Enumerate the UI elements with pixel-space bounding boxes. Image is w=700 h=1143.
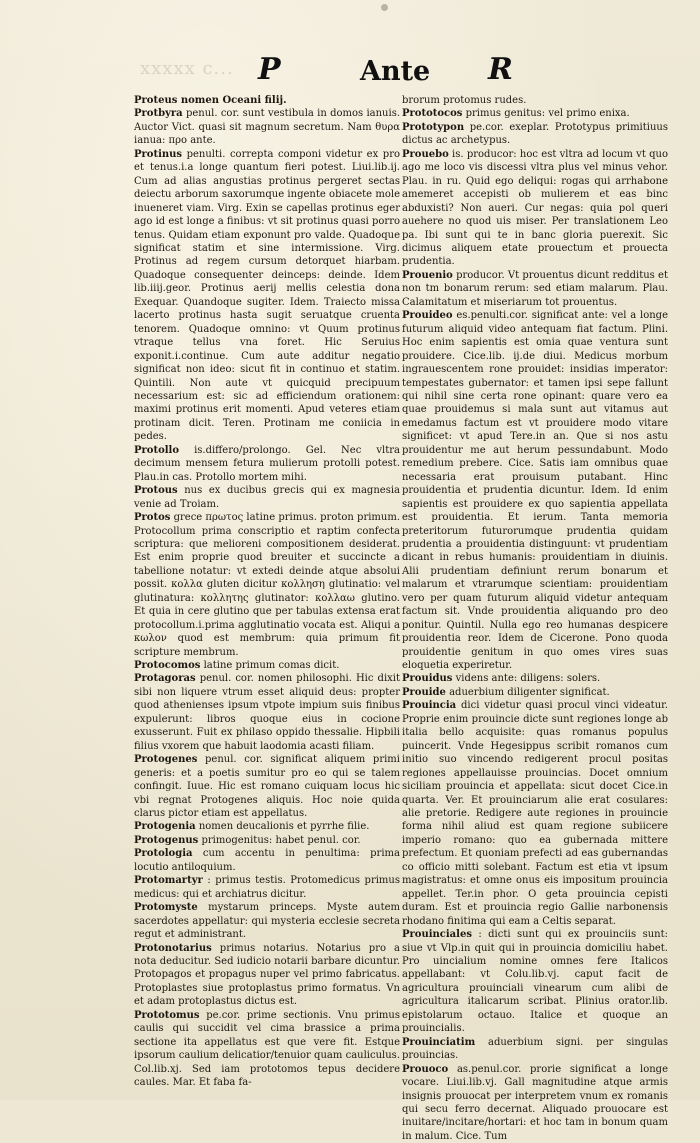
entry-headword: Prouoco	[402, 1063, 449, 1075]
entry-headword: Protous	[134, 485, 178, 497]
header-letter-right: R	[488, 52, 513, 87]
entry-definition: mystarum princeps. Myste autem sacerdotes appellatur: qui mysteria ecclesie secreta regut et administrant.	[134, 902, 400, 941]
dictionary-entry	[134, 511, 400, 659]
entry-headword: Protocomos	[134, 660, 201, 672]
dictionary-entry	[134, 1009, 400, 1090]
entry-definition: primus genitus: vel primo enixa.	[465, 108, 630, 120]
dictionary-entry	[134, 753, 400, 820]
entry-headword: Proteus nomen Oceani filij.	[134, 95, 287, 106]
dictionary-entry	[134, 444, 400, 484]
entry-definition: aduerbium signi. per singulas prouincias.	[402, 1036, 668, 1062]
entry-headword: Prouenio	[402, 269, 453, 281]
entry-definition: : primus testis. Protomedicus primus medicus: qui et archiatrus dicitur.	[134, 875, 400, 900]
entry-definition: videns ante: diligens: solers.	[455, 673, 601, 685]
entry-definition: : dicti sunt qui ex prouinciis sunt: siue vt Vlp.in quit qui in prouincia domiciliu habet. Pro uincialium nomine omnes fere Italicos appellabant: vt Colu.lib.vj. caput facit de agricultura prouinciali vinearum cum alibi de agricultura italicarum scribat. Plinius orator.lib. epistolarum octauo. Italice et quoque an prouincialis.	[402, 929, 668, 1035]
entry-headword: Protologia	[134, 848, 193, 860]
entry-headword: Protinus	[134, 148, 183, 160]
entry-definition: nus ex ducibus grecis qui ex magnesia venie ad Troiam.	[134, 485, 400, 510]
entry-headword: Protomartyr	[134, 875, 203, 887]
dictionary-entry	[402, 309, 668, 672]
dictionary-entry	[402, 672, 668, 685]
dictionary-entry	[134, 847, 400, 874]
entry-definition: is. producor: hoc est vltra ad locum vt quo ago me loco vis discessi vltra plus vel minus vehor. Plau. in ru. Quid ego deliqui: rogas qui arrhabone amemeret accepisti ob mulierem et eas binc abduxisti? Non aueri. Cur negas: quia pol queri auehere no quod uis miser. Per translationem Leo pa. Ibi sunt qui te in banc gloria puerexit. Sic dicimus aliquem etate prouectum et prouecta prudentia.	[402, 148, 668, 268]
dictionary-entry	[402, 121, 668, 148]
dictionary-entry	[402, 148, 668, 269]
dictionary-entry	[402, 699, 668, 928]
entry-headword: Prouideo	[402, 310, 453, 322]
entry-definition: nomen deucalionis et pyrrhe filie.	[198, 821, 370, 833]
right-column	[402, 94, 669, 1142]
dictionary-entry	[402, 107, 668, 120]
entry-definition: pe.cor. prime sectionis. Vnu primus caulis qui succidit vel cima brassice a prima sectione ita appellatus est que vere fit. Estque ipsorum caulium delicatior/tenuior quam cauliculus. Col.lib.xj. Sed iam prototomos tepus decidere caules. Mar. Et faba fa-	[134, 1009, 400, 1089]
dictionary-entry	[402, 1063, 668, 1143]
bleed-through: xxxxx c...	[140, 58, 234, 79]
entry-definition: is.differo/prolongo. Gel. Nec vltra decimum mensem fetura mulierum protolli potest. Plau.in cas. Protollo mortem mihi.	[134, 444, 400, 483]
entry-headword: Protogenes	[134, 754, 198, 766]
dictionary-entry	[134, 148, 400, 444]
entry-headword: Prouincia	[402, 700, 457, 712]
dictionary-entry	[134, 820, 400, 833]
page-mark	[381, 4, 388, 11]
running-header	[0, 52, 700, 88]
header-letter-left: P	[258, 52, 281, 87]
dictionary-entry	[134, 94, 400, 107]
entry-definition: cum accentu in penultima: prima locutio antiloquium.	[134, 848, 400, 873]
entry-headword: Prototypon	[402, 121, 465, 133]
entry-headword: Protollo	[134, 444, 180, 456]
dictionary-entry	[134, 672, 400, 753]
entry-definition: primogenitus: habet penul. cor.	[201, 834, 361, 846]
dictionary-entry	[134, 107, 400, 147]
entry-definition: dici videtur quasi procul vinci videatur. Proprie enim prouincie dicte sunt regiones longe ab italia bello acquisite: quas romanus populus puincerit. Vnde Hegesippus scribit romanos cum initio suo vincendo redigerent procul positas regiones appellauisse prouincias. Docet omnium siciliam prouincia et appellata: sicut docet Cice.in quarta. Ver. Et prouinciarum alie erat cosulares: alie pretorie. Redigere aute regiones in prouincie forma nihil aliud est quam regione subiicere imperio romano: quo ea gubernada mittere prefectum. Et quoniam prefecti ad eas gubernandas co officio mitti solebant. Factum est etia vt ipsum magistratus: et omne onus eis impositum prouincia appellet. Ter.in phor. O geta prouincia cepisti duram. Est et prouincia regio Gallie narbonensis rhodano finitima qui eam a Celtis separat.	[402, 700, 668, 927]
dictionary-entry	[134, 901, 400, 941]
entry-headword: Protbyra	[134, 108, 183, 120]
dictionary-entry	[134, 484, 400, 511]
entry-definition: es.penulti.cor. significat ante: vel a longe futurum aliquid video antequam fiat factum. Plini. Hoc enim sapientis est omia quae ventura sunt prouidere. Cice.lib. ij.de diui. Medicus morbum ingrauescentem rone prouidet: insidias imperator: tempestates gubernator: et tamen ipsi sepe fallunt qui nihil sine certa rone opinant: quare vero ea quae prouidemus si mala sunt aut vitamus aut emedamus factum est vt prouidere modo vitare significet: vt apud Tere.in an. Que si nos astu prouidentur me aut herum pessundabunt. Modo remedium prebere. Cice. Satis iam omnibus quae necessaria erat prouisum putabant. Hinc prouidentia et prudentia dicuntur. Idem. Id enim sapientis est prouidere ex quo sapientia appellata est prouidentia. Et ierum. Tanta memoria preteritorum futurorumque prudentia quidam prudentia a prouidentia distinguunt: vt prudentiam dicant in rebus humanis: prouidentiam in diuinis. Alii prudentiam definiunt rerum bonarum et malarum et vtrarumque scientiam: prouidentiam vero per quam futurum aliquid videtur antequam factum sit. Vnde prouidentia aliquando pro deo ponitur. Quintil. Nulla ego reo humanas despicere prouidentia reor. Idem de Cicerone. Pono quoda prouidentie genitum in quo omes vires suas eloquetia experiretur.	[402, 310, 669, 672]
entry-definition: latine primum comas dicit.	[203, 660, 340, 672]
entry-definition: brorum protomus rudes.	[402, 95, 527, 106]
dictionary-entry	[134, 659, 400, 672]
entry-definition: penul. cor. nomen philosophi. Hic dixit sibi non liquere vtrum esset aliquid deus: propter quod athenienses ipsum vtpote impium suis finibus expulerunt: libros quoque eius in cocione exusserunt. Fuit ex philaso oppido thessalie. Hipbili filius vxorem que habuit laodomia acasti filiam.	[134, 673, 400, 752]
entry-definition: grece πρωτος latine primus. proton primum. Protocollum prima conscriptio et raptim confecta scriptura: que melioreni compositionem desiderat. Est enim proprie quod breuiter et succincte a tabellione notatur: vt extedi deinde atque absolui possit. κολλα gluten dicitur κολληση glutinatio: vel glutinatura: κολλητης glutinator: κολλαω glutino. Et quia in cere glutino que per tabulas extensa erat protocollum.i.prima agglutinatio vocata est. Aliqui a κωλον quod est membrum: quia primum fit scripture membrum.	[134, 512, 401, 658]
entry-definition: producor. Vt prouentus dicunt redditus et non tm bonarum rerum: sed etiam malarum. Plau. Calamitatum et miseriarum tot prouentus.	[402, 269, 668, 308]
entry-headword: Protonotarius	[134, 942, 212, 954]
dictionary-entry	[134, 834, 400, 847]
entry-headword: Protomyste	[134, 902, 198, 914]
entry-headword: Protogenia	[134, 821, 196, 833]
entry-headword: Protagoras	[134, 673, 196, 685]
entry-definition: aduerbium diligenter significat.	[449, 686, 610, 698]
entry-headword: Prouidus	[402, 673, 453, 685]
dictionary-entry	[402, 269, 668, 309]
dictionary-entry	[402, 1036, 668, 1063]
entry-headword: Protogenus	[134, 834, 199, 846]
dictionary-entry	[402, 94, 668, 107]
dictionary-entry	[402, 686, 668, 699]
entry-headword: Prouide	[402, 686, 446, 698]
dictionary-entry	[134, 942, 400, 1009]
entry-headword: Protos	[134, 512, 171, 524]
entry-headword: Prouinciales	[402, 929, 472, 941]
entry-headword: Prototocos	[402, 108, 463, 120]
header-word: Ante	[360, 56, 431, 87]
entry-definition: penul. cor. significat aliquem primi generis: et a poetis sumitur pro eo qui se talem confingit. Iuue. Hic est romano cuiquam locus hic vbi regnat Protogenes aliquis. Hoc noie quida clarus pictor etiam est appellatus.	[134, 754, 400, 820]
entry-headword: Prototomus	[134, 1009, 200, 1021]
entry-headword: Prouebo	[402, 148, 449, 160]
entry-definition: as.penul.cor. prorie significat a longe vocare. Liui.lib.vj. Gall magnitudine atque armis insignis prouocat per interpretem vnum ex romanis qui secu ferro decernat. Aliquado prouocare est inuitare/incitare/hortari: et hoc tam in bonum quam in malum. Cice. Tum	[402, 1063, 668, 1142]
entry-definition: pe.cor. exeplar. Prototypus primitiuus dictus ac archetypus.	[402, 121, 668, 147]
dictionary-entry	[402, 928, 668, 1036]
entry-definition: penulti. correpta componi videtur ex pro et tenus.i.a longe quantum fieri potest. Liui.lib.ij. Cum ad alias angustias protinus pergeret sectas deiectu arborum saxorumque ingente obiacete mole inueneret viam. Virg. Exin se capellas protinus eger ago id est longe a finibus: vt sit protinus quasi porro tenus. Quidam etiam exponunt pro valde. Quadoque significat statim et sine intermissione. Virg. Protinus ad regem cursum detorquet hiarbam. Quadoque consequenter deinceps: deinde. Idem lib.iiij.geor. Protinus aerij mellis celestia dona Exequar. Quandoque sugiter. Idem. Traiecto missa lacerto protinus hasta sugit seruatque cruenta tenorem. Quadoque omnino: vt Quum protinus vtraque tellus vna foret. Hic Seruius exponit.i.continue. Cum aute additur negatio significat non ideo: sicut fit in continuo et statim. Quintili. Non aute vt quicquid precipuum necessarium est: sic ad efficiendum orationem: maximi protinus erit momenti. Apud veteres etiam protinam dicit. Teren. Protinam me coniicia in pedes.	[134, 148, 401, 443]
left-column	[134, 94, 401, 1089]
entry-definition: penul. cor. sunt vestibula in domos ianuis. Auctor Vict. quasi sit magnum secretum. Nam θυρα ianua: προ ante.	[134, 108, 401, 147]
entry-definition: primus notarius. Notarius pro a nota deducitur. Sed iudicio notarii barbare dicuntur. Protopagos et propagus nuper vel primo fabricatus. Protoplastes siue protoplastus primo formatus. Vn et adam protoplastus dictus est.	[134, 942, 400, 1008]
entry-headword: Prouinciatim	[402, 1036, 476, 1048]
dictionary-entry	[134, 874, 400, 901]
